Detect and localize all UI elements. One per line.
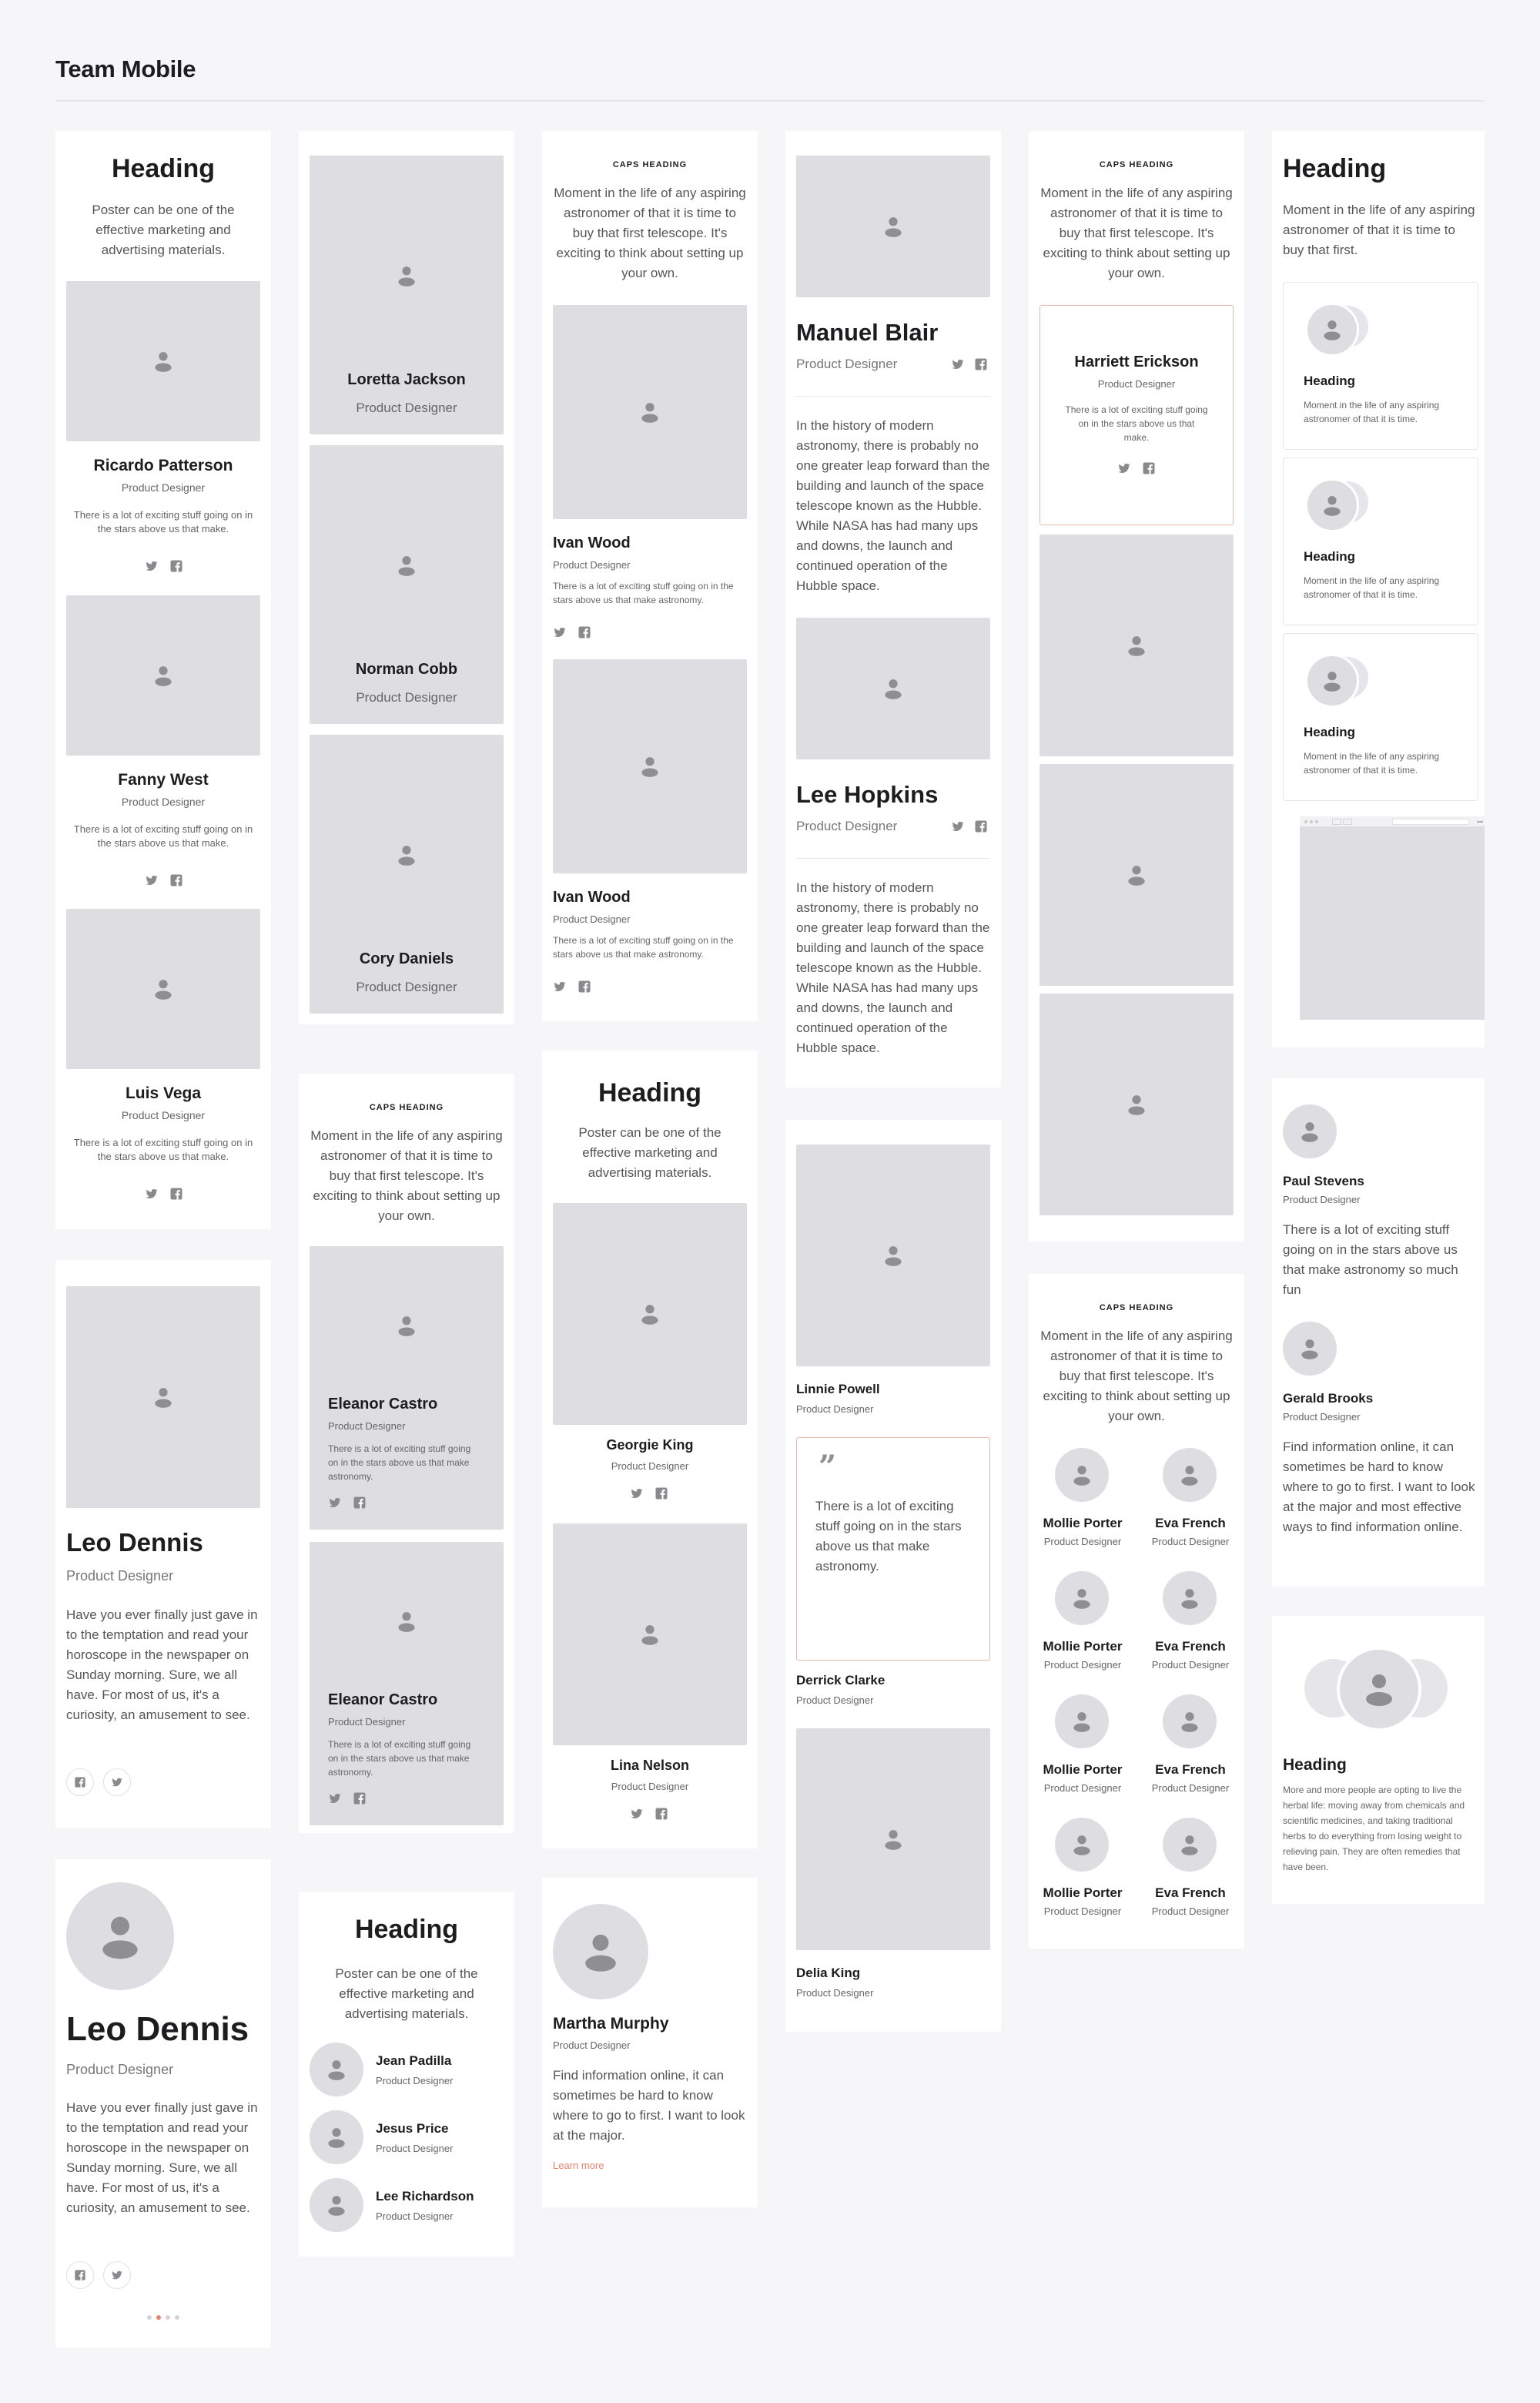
member-role: Product Designer (1151, 1782, 1230, 1794)
page-title: Team Mobile (55, 55, 196, 82)
card-intro: Poster can be one of the effective marketing and advertising materials. (92, 203, 235, 257)
twitter-button[interactable] (103, 1768, 131, 1796)
feature-text: Moment in the life of any aspiring astronomer of that it is time. (1304, 751, 1440, 776)
member-role: Product Designer (553, 913, 631, 925)
card-caps-heading: CAPS HEADING (612, 160, 688, 169)
team-card-profile-avatar (55, 1859, 271, 2348)
card-caps-heading: CAPS HEADING (1099, 160, 1174, 169)
member-photo (553, 659, 747, 873)
member-role: Product Designer (796, 1403, 874, 1415)
twitter-icon[interactable] (145, 559, 159, 573)
member-photo (553, 305, 747, 519)
card-caps-heading: CAPS HEADING (369, 1103, 444, 1112)
member-name: Manuel Blair (796, 319, 939, 346)
member-name: Cory Daniels (359, 950, 454, 967)
team-card-hubble (785, 131, 1001, 1088)
member-name: Fanny West (118, 771, 209, 789)
facebook-icon[interactable] (1142, 461, 1156, 475)
member-name: Jesus Price (376, 2121, 449, 2136)
member-role: Product Designer (328, 1716, 406, 1728)
card-intro: Moment in the life of any aspiring astronomer of that it is time to buy that first telescope. It's exciting to think about setting up your own. (554, 186, 746, 280)
member-photo (310, 735, 504, 1014)
member-avatar (310, 2178, 363, 2232)
member-avatar (553, 1904, 648, 1999)
member-role: Product Designer (553, 2039, 631, 2051)
facebook-icon[interactable] (654, 1807, 668, 1821)
quote-text: There is a lot of exciting stuff going on in the stars above us that make astronomy. (815, 1499, 962, 1574)
member-photo (310, 1246, 504, 1530)
facebook-icon[interactable] (353, 1496, 367, 1510)
twitter-icon[interactable] (951, 357, 965, 371)
member-role: Product Designer (356, 400, 457, 415)
member-name: Mollie Porter (1043, 1885, 1123, 1900)
card-text: More and more people are opting to live the herbal life: moving away from chemicals and scientific medicines, and taking traditional herbs to do everything from losing weight to relieving pain. They are often remedies that have been. (1283, 1785, 1465, 1872)
twitter-icon[interactable] (1117, 461, 1131, 475)
card-intro: Moment in the life of any aspiring astronomer of that it is time to buy that first telescope. It's exciting to think about setting up your own. (1040, 1329, 1233, 1423)
member-photo (66, 1286, 260, 1508)
member-role: Product Designer (796, 1694, 874, 1706)
member-role: Product Designer (796, 819, 898, 833)
team-card-quote (785, 1120, 1001, 2032)
twitter-icon[interactable] (630, 1486, 644, 1500)
member-bio: There is a lot of exciting stuff going on in the stars above us that make astronomy. (553, 935, 734, 960)
card-heading: Heading (111, 154, 216, 183)
member-role: Product Designer (121, 796, 206, 808)
facebook-icon[interactable] (578, 625, 591, 639)
member-avatar (1055, 1571, 1109, 1625)
member-name: Martha Murphy (553, 2015, 669, 2033)
card-heading: Heading (354, 1915, 459, 1944)
member-quote: There is a lot of exciting stuff going on in the stars above us that make astronomy so much fun (1283, 1222, 1458, 1297)
member-photo (796, 618, 990, 759)
facebook-button[interactable] (66, 2261, 94, 2289)
card-heading: Heading (1283, 154, 1387, 183)
pagination-dots[interactable] (147, 2315, 179, 2320)
team-card-profile (55, 1260, 271, 1828)
member-role: Product Designer (1283, 1411, 1361, 1423)
twitter-icon[interactable] (145, 873, 159, 887)
team-card-caps-photos (299, 1074, 514, 1833)
twitter-icon[interactable] (553, 980, 567, 994)
quote-box (796, 1437, 990, 1661)
member-role: Product Designer (356, 980, 457, 994)
member-name: Eva French (1155, 1639, 1226, 1654)
member-name: Ricardo Patterson (93, 457, 233, 474)
member-bio: In the history of modern astronomy, there is probably no one greater leap forward than the building and launch of the space telescope known as the Hubble. While NASA has had many ups and downs, the launch and continued operation of the Hubble space. (796, 880, 990, 1055)
member-role: Product Designer (328, 1420, 406, 1432)
member-role: Product Designer (1151, 1536, 1230, 1547)
team-card-heading-list (55, 131, 271, 1229)
team-card-caps-highlight (1029, 131, 1244, 1242)
member-role: Product Designer (66, 2062, 174, 2077)
feature-heading: Heading (1304, 549, 1356, 564)
team-card-heading-photos (542, 1051, 758, 1848)
member-name: Mollie Porter (1043, 1516, 1123, 1530)
member-quote: Find information online, it can sometimes be hard to know where to go to first. I want to look at the major and most effective ways to find information online. (1283, 1439, 1475, 1534)
member-photo (310, 445, 504, 724)
member-bio: There is a lot of exciting stuff going on in the stars above us that make. (1065, 404, 1208, 443)
twitter-icon[interactable] (328, 1496, 342, 1510)
twitter-button[interactable] (103, 2261, 131, 2289)
member-avatar (1055, 1818, 1109, 1872)
team-card-avatar-list (299, 1892, 514, 2257)
card-intro: Poster can be one of the effective marketing and advertising materials. (335, 1966, 478, 2021)
member-role: Product Designer (553, 559, 631, 571)
member-name: Harriett Erickson (1074, 354, 1199, 370)
twitter-icon[interactable] (328, 1791, 342, 1805)
feature-text: Moment in the life of any aspiring astronomer of that it is time. (1304, 575, 1440, 600)
member-role: Product Designer (66, 1568, 174, 1584)
member-photo (796, 1145, 990, 1366)
team-card-testimonials (1272, 1078, 1485, 1587)
card-intro: Moment in the life of any aspiring astronomer of that it is time to buy that first telescope. It's exciting to think about setting up your own. (1040, 186, 1233, 280)
twitter-icon[interactable] (553, 625, 567, 639)
facebook-button[interactable] (66, 1768, 94, 1796)
member-role: Product Designer (1043, 1782, 1122, 1794)
team-card-learn-more (542, 1878, 758, 2207)
member-role: Product Designer (1151, 1659, 1230, 1671)
card-intro: Moment in the life of any aspiring astronomer of that it is time to buy that first. (1283, 203, 1475, 257)
member-bio: There is a lot of exciting stuff going on in the stars above us that make astronomy. (553, 581, 734, 605)
member-photo (1040, 764, 1234, 986)
facebook-icon[interactable] (654, 1486, 668, 1500)
member-avatar (1163, 1818, 1217, 1872)
highlight-card (1040, 305, 1234, 525)
member-role: Product Designer (611, 1781, 689, 1792)
member-role: Product Designer (1151, 1905, 1230, 1917)
member-role: Product Designer (1043, 1536, 1122, 1547)
member-name: Loretta Jackson (347, 371, 466, 388)
member-photo (796, 156, 990, 297)
member-name: Delia King (796, 1966, 861, 1980)
facebook-icon[interactable] (169, 873, 183, 887)
member-name: Eva French (1155, 1516, 1226, 1530)
member-role: Product Designer (356, 690, 457, 705)
member-name: Ivan Wood (553, 889, 631, 906)
member-avatar (1337, 1647, 1421, 1731)
member-name: Leo Dennis (66, 1528, 203, 1557)
member-bio: There is a lot of exciting stuff going on in the stars above us that make. (73, 823, 253, 849)
member-avatar (1055, 1448, 1109, 1502)
feature-text: Moment in the life of any aspiring astronomer of that it is time. (1304, 400, 1440, 424)
member-avatar (1163, 1694, 1217, 1748)
team-card-herbal (1272, 1616, 1485, 1904)
member-role: Product Designer (1043, 1659, 1122, 1671)
member-name: Lee Hopkins (796, 781, 939, 808)
card-heading: Heading (1283, 1756, 1347, 1774)
member-bio: In the history of modern astronomy, there is probably no one greater leap forward than the building and launch of the space telescope known as the Hubble. While NASA has had many ups and downs, the launch and continued operation of the Hubble space. (796, 418, 990, 593)
member-role: Product Designer (1283, 1194, 1361, 1205)
member-role: Product Designer (796, 1987, 874, 1999)
member-name: Linnie Powell (796, 1382, 880, 1396)
feature-item (1283, 282, 1478, 450)
member-photo (310, 156, 504, 434)
browser-toolbar (1300, 816, 1485, 827)
facebook-icon[interactable] (578, 980, 591, 994)
feature-item (1283, 633, 1478, 801)
member-name: Lina Nelson (610, 1758, 689, 1773)
member-name: Eleanor Castro (328, 1396, 438, 1413)
facebook-icon[interactable] (169, 559, 183, 573)
member-photo (1040, 535, 1234, 756)
divider (796, 858, 990, 859)
facebook-icon[interactable] (974, 357, 988, 371)
member-name: Eleanor Castro (328, 1691, 438, 1708)
member-name: Mollie Porter (1043, 1762, 1123, 1777)
team-card-caps-grid (1029, 1274, 1244, 1949)
member-bio: Find information online, it can sometimes be hard to know where to go to first. I want to look at the major. (553, 2068, 745, 2143)
member-name: Eva French (1155, 1762, 1226, 1777)
facebook-icon[interactable] (169, 1187, 183, 1201)
member-photo (66, 909, 260, 1069)
member-role: Product Designer (121, 481, 206, 494)
member-photo (796, 1728, 990, 1950)
member-name: Ivan Wood (553, 535, 631, 551)
member-avatar (1305, 478, 1359, 532)
member-avatar (1283, 1104, 1337, 1158)
member-role: Product Designer (376, 2143, 454, 2154)
member-photo (66, 281, 260, 441)
twitter-icon[interactable] (630, 1807, 644, 1821)
member-name: Georgie King (606, 1437, 694, 1453)
member-name: Paul Stevens (1283, 1174, 1364, 1188)
member-photo (553, 1523, 747, 1745)
browser-address-bar (1392, 819, 1469, 825)
member-photo (310, 1542, 504, 1825)
card-heading: Heading (598, 1078, 702, 1108)
member-role: Product Designer (1097, 378, 1176, 390)
member-name: Luis Vega (125, 1084, 202, 1102)
member-avatar (1055, 1694, 1109, 1748)
title-divider (55, 100, 1485, 102)
member-avatar (66, 1882, 174, 1990)
member-avatar (1163, 1448, 1217, 1502)
member-role: Product Designer (376, 2210, 454, 2222)
browser-mockup (1300, 816, 1485, 1020)
member-bio: There is a lot of exciting stuff going on in the stars above us that make astronomy. (328, 1739, 471, 1778)
twitter-icon[interactable] (951, 819, 965, 833)
member-name: Norman Cobb (355, 661, 458, 678)
member-bio: There is a lot of exciting stuff going on in the stars above us that make. (73, 509, 253, 535)
member-name: Lee Richardson (376, 2189, 474, 2204)
member-role: Product Designer (121, 1109, 206, 1121)
browser-back-icon (1332, 819, 1341, 825)
member-name: Gerald Brooks (1283, 1391, 1374, 1406)
member-role: Product Designer (376, 2075, 454, 2086)
feature-item (1283, 457, 1478, 625)
member-role: Product Designer (1043, 1905, 1122, 1917)
member-avatar (1283, 1322, 1337, 1376)
twitter-icon[interactable] (145, 1187, 159, 1201)
member-name: Mollie Porter (1043, 1639, 1123, 1654)
member-photo (553, 1203, 747, 1425)
member-name: Derrick Clarke (796, 1673, 886, 1687)
feature-heading: Heading (1304, 725, 1356, 739)
team-card-photo-stack (299, 131, 514, 1024)
facebook-icon[interactable] (353, 1791, 367, 1805)
team-card-caps-list (542, 131, 758, 1021)
member-avatar (310, 2043, 363, 2096)
member-avatar (1163, 1571, 1217, 1625)
feature-heading: Heading (1304, 374, 1356, 388)
member-bio: There is a lot of exciting stuff going on in the stars above us that make. (73, 1137, 253, 1162)
browser-forward-icon (1343, 819, 1352, 825)
member-bio: Have you ever finally just gave in to the temptation and read your horoscope in the newspaper on Sunday morning. Sure, we all have. For most of us, it's a curiosity, an amusement to see. (66, 1607, 258, 1722)
member-bio: Have you ever finally just gave in to the temptation and read your horoscope in the newspaper on Sunday morning. Sure, we all have. For most of us, it's a curiosity, an amusement to see. (66, 2100, 258, 2215)
member-role: Product Designer (796, 357, 898, 371)
card-intro: Poster can be one of the effective marketing and advertising materials. (578, 1125, 721, 1180)
member-photo (1040, 994, 1234, 1215)
member-name: Eva French (1155, 1885, 1226, 1900)
team-card-heading-features (1272, 131, 1485, 1047)
quote-icon: ” (819, 1449, 837, 1485)
member-avatar (1305, 303, 1359, 357)
facebook-icon[interactable] (974, 819, 988, 833)
divider (796, 396, 990, 397)
member-role: Product Designer (611, 1460, 689, 1472)
card-caps-heading: CAPS HEADING (1099, 1303, 1174, 1312)
member-bio: There is a lot of exciting stuff going on in the stars above us that make astronomy. (328, 1443, 471, 1482)
learn-more-link[interactable]: Learn more (553, 2160, 604, 2171)
member-name: Jean Padilla (376, 2053, 452, 2068)
card-intro: Moment in the life of any aspiring astronomer of that it is time to buy that first telescope. It's exciting to think about setting up your own. (310, 1128, 503, 1223)
member-avatar (310, 2110, 363, 2164)
member-name: Leo Dennis (66, 2010, 249, 2048)
member-avatar (1305, 654, 1359, 708)
member-photo (66, 595, 260, 756)
